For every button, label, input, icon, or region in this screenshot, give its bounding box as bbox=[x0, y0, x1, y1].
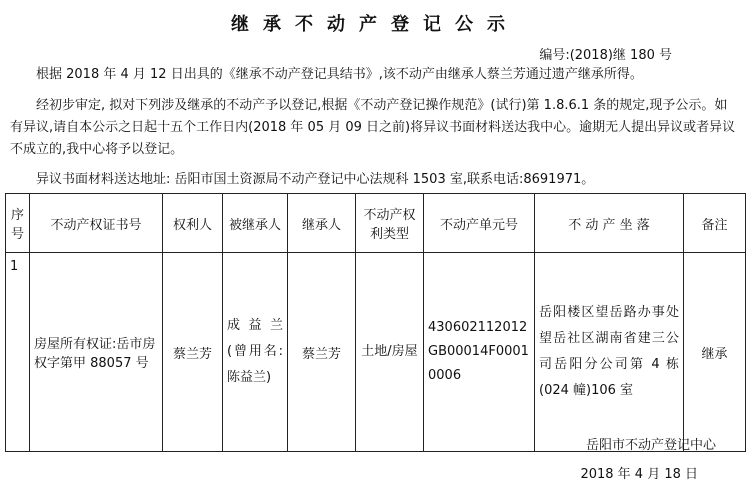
header-right-type: 不动产权利类型 bbox=[356, 194, 424, 253]
issue-date: 2018 年 4 月 18 日 bbox=[580, 467, 698, 482]
notice-title: 继承不动产登记公示 bbox=[231, 14, 519, 35]
cell-heir: 蔡兰芳 bbox=[288, 253, 356, 452]
header-unit-no: 不动产单元号 bbox=[424, 194, 535, 253]
header-decedent: 被继承人 bbox=[223, 194, 288, 253]
cell-right-type: 土地/房屋 bbox=[356, 253, 424, 452]
registration-table bbox=[5, 193, 746, 452]
cell-note: 继承 bbox=[684, 253, 746, 452]
table-header-row bbox=[6, 194, 746, 253]
header-owner: 权利人 bbox=[163, 194, 223, 253]
header-heir: 继承人 bbox=[288, 194, 356, 253]
table-row bbox=[6, 253, 746, 452]
cell-cert: 房屋所有权证:岳市房权字第甲 88057 号 bbox=[30, 253, 163, 452]
cell-owner: 蔡兰芳 bbox=[163, 253, 223, 452]
cell-unit-no: 430602112012GB00014F00010006 bbox=[424, 253, 535, 452]
cell-index: 1 bbox=[6, 253, 30, 452]
paragraph-basis: 根据 2018 年 4 月 12 日出具的《继承不动产登记具结书》,该不动产由继承人蔡兰芳通过遗产继承所得。 bbox=[36, 67, 643, 82]
header-location: 不 动 产 坐 落 bbox=[535, 194, 684, 253]
issuer-name: 岳阳市不动产登记中心 bbox=[585, 438, 716, 453]
header-cert: 不动产权证书号 bbox=[30, 194, 163, 253]
paragraph-objection-address: 异议书面材料送达地址: 岳阳市国土资源局不动产登记中心法规科 1503 室,联系电话:8691971。 bbox=[36, 172, 595, 187]
header-note: 备注 bbox=[684, 194, 746, 253]
header-index: 序号 bbox=[6, 194, 30, 253]
cell-decedent: 成益兰(曾用名:陈益兰) bbox=[223, 253, 288, 452]
cell-location: 岳阳楼区望岳路办事处望岳社区湖南省建三公司岳阳分公司第 4 栋(024 幢)106 室 bbox=[535, 253, 684, 452]
reference-number: 编号:(2018)继 180 号 bbox=[539, 48, 672, 63]
paragraph-review: 经初步审定, 拟对下列涉及继承的不动产予以登记,根据《不动产登记操作规范》(试行)第 1.8.6.1 条的规定,现予公示。如有异议,请自本公示之日起十五个工作日内(2018 年 05 月 09 日之前)将异议书面材料送达我中心。逾期无人提出异议或者异议不成立的,我中心将予以登记。 bbox=[10, 98, 736, 157]
